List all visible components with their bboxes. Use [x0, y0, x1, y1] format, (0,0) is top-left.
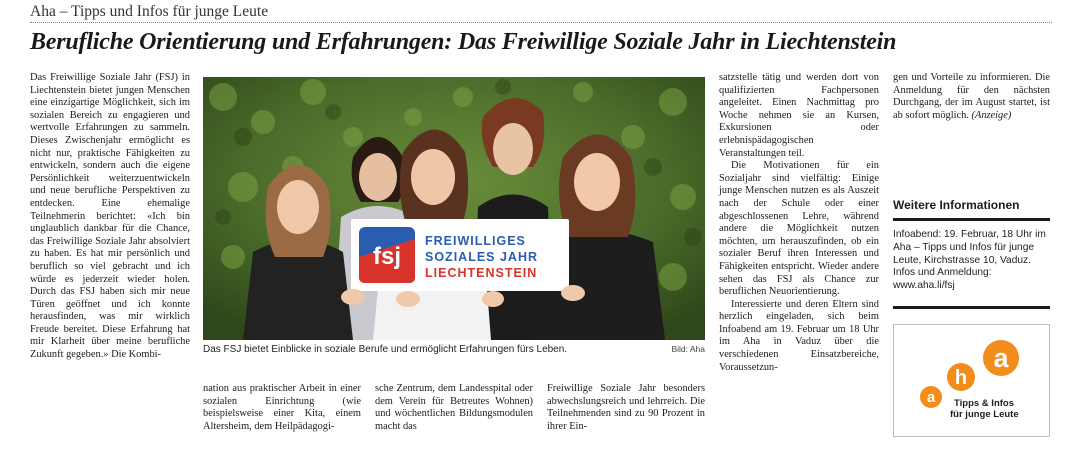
- section-kicker: Aha – Tipps und Infos für junge Leute: [30, 3, 269, 20]
- photo-credit: Bild: Aha: [671, 344, 705, 354]
- sign-line-1: FREIWILLIGES: [425, 234, 526, 248]
- article-column-2: nation aus praktischer Arbeit in einer sozialen Einrichtung (wie beispielsweise einer Kita, einem Altersheim, dem Heilpädagogi-: [203, 383, 361, 432]
- aha-logo: [893, 324, 1050, 437]
- photo-caption: [203, 344, 705, 355]
- column-5-paragraph-2: Die Motivationen für ein Sozialjahr sind vielfältig: Einige junge Menschen nutzen es als Auszeit nach der Schule oder einer abgeschlossenen Lehre, während andere die Möglichkeit nutzen möchten, um herauszufinden, ob ein sozialer Beruf ihren Interessen und Fähigkeiten entspricht. Wieder andere sehen das FSJ als Chance zur beruflichen Neuorientierung.: [719, 160, 879, 298]
- aha-tagline-line-1: Tipps & Infos: [954, 398, 1014, 409]
- info-box-text: Infoabend: 19. Februar, 18 Uhr im Aha – Tipps und Infos für junge Leute, Kirchstrasse 10, Vaduz. Infos und Anmeldung: www.aha.li/fsj: [893, 229, 1046, 292]
- article-column-5: [719, 72, 879, 374]
- fsj-sign: [351, 219, 569, 291]
- column-6-text: gen und Vorteile zu informieren. Die Anmeldung für den nächsten Durchgang, der im August startet, ist ab sofort möglich.: [893, 72, 1050, 121]
- kicker-rule: [30, 22, 1052, 23]
- caption-text: Das FSJ bietet Einblicke in soziale Berufe und ermöglicht Erfahrungen fürs Leben.: [203, 344, 568, 355]
- aha-letter-a2: a: [993, 343, 1009, 373]
- aha-letter-a1: a: [926, 389, 936, 406]
- info-box-rule: [893, 306, 1050, 309]
- article-column-4: Freiwillige Soziale Jahr besonders abwechslungsreich und lehrreich. Die Teilnehmenden sind zu 90 Prozent in ihrer Ein-: [547, 383, 705, 432]
- article-photo: [203, 77, 705, 340]
- sign-line-2: SOZIALES JAHR: [425, 250, 539, 264]
- aha-tagline: [950, 398, 1045, 420]
- group-photo-illustration: [203, 77, 705, 340]
- aha-tagline-line-2: für junge Leute: [950, 409, 1019, 420]
- sign-line-3: LIECHTENSTEIN: [425, 266, 538, 280]
- column-5-paragraph-3: Interessierte und deren Eltern sind herzlich eingeladen, sich beim Infoabend am 19. Februar um 18 Uhr im Aha in Vaduz über die verschiedenen Einsatzbereiche, Voraussetzun-: [719, 298, 879, 373]
- aha-letter-h: h: [954, 367, 968, 389]
- article-column-1: Das Freiwillige Soziale Jahr (FSJ) in Liechtenstein bietet jungen Menschen eine einzigartige Möglichkeit, sich im sozialen Bereich zu engagieren und wertvolle Erfahrungen zu sammeln. Dieses Zwischenjahr ermöglicht es nicht nur, praktische Fähigkeiten zu entwickeln, sondern auch die eigene Persönlichkeit weiterzuentwickeln und neue berufliche Perspektiven zu entdecken. Eine ehemalige Teilnehmerin berichtet: «Ich bin unglaublich dankbar für die Chance, das Freiwillige Soziale Jahr absolviert zu haben. Es hat mir persönlich und beruflich so viel gebracht und ich würde es jederzeit wieder holen. Durch das FSJ haben sich mir neue Türen geöffnet und ich konnte herausfinden, was mir wirklich Freude bereitet. Diese Erfahrung hat mir Klarheit über meine berufliche Zukunft gegeben.» Die Kombi-: [30, 72, 190, 361]
- article-column-3: sche Zentrum, dem Landesspital oder dem Verein für Betreutes Wohnen) und wöchentlichen Bildungsmodulen macht das: [375, 383, 533, 432]
- info-box-title: Weitere Informationen: [893, 198, 1050, 221]
- article-headline: Berufliche Orientierung und Erfahrungen: Das Freiwillige Soziale Jahr in Liechtenstein: [30, 29, 897, 55]
- fsj-logo-text: fsj: [372, 243, 402, 270]
- ad-label: (Anzeige): [971, 109, 1012, 121]
- column-5-paragraph-1: satzstelle tätig und werden dort von qualifizierten Fachpersonen angeleitet. Einen Nachmittag pro Woche nehmen sie an Kursen, Exkursionen oder erlebnispädagogischen Veranstaltungen teil.: [719, 72, 879, 159]
- article-column-6: [893, 72, 1050, 122]
